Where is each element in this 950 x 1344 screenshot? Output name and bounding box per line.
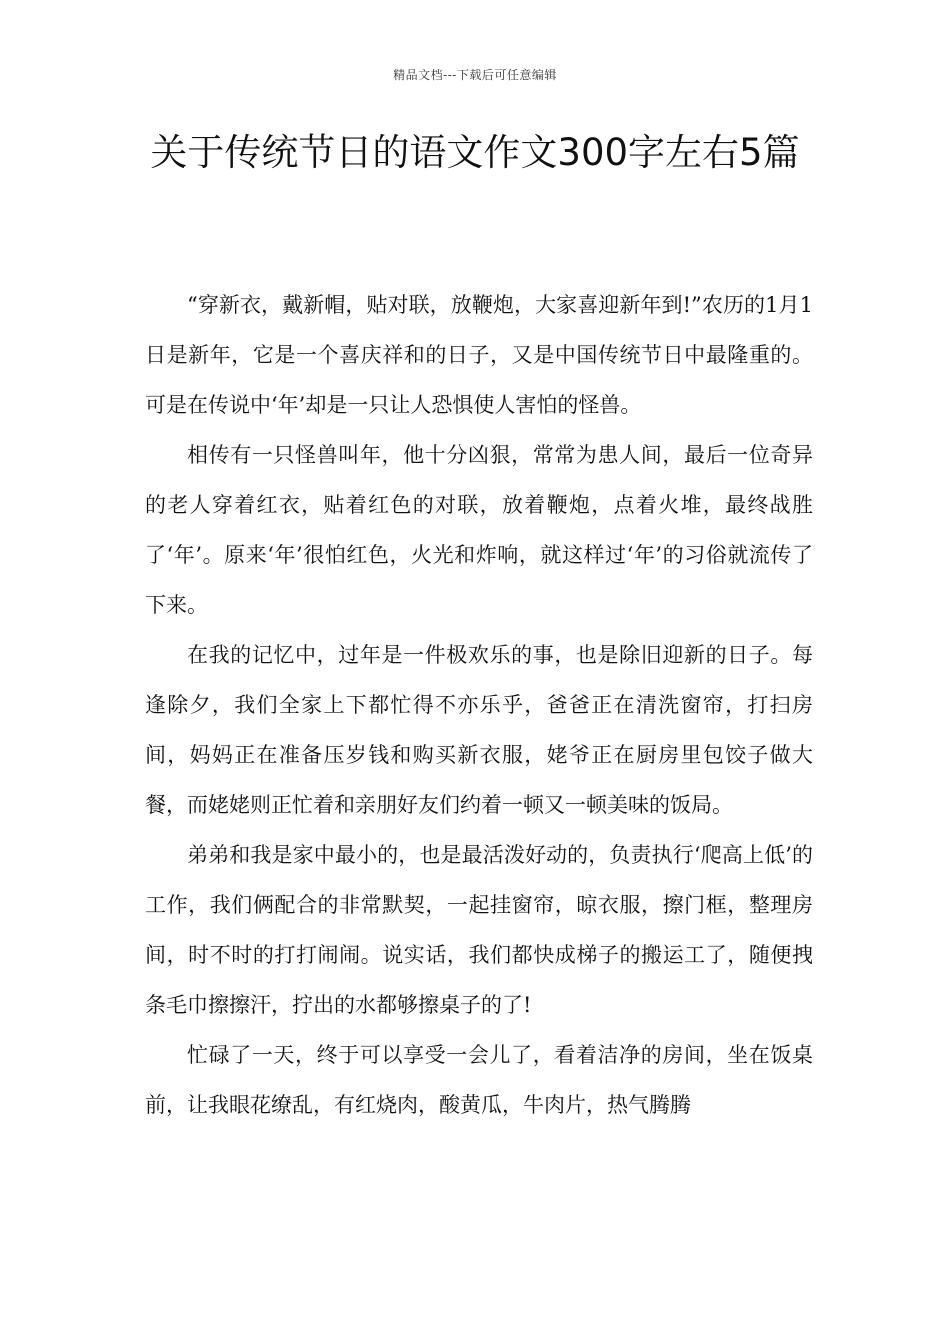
paragraph-5: 忙碌了一天，终于可以享受一会儿了，看着洁净的房间，坐在饭桌前，让我眼花缭乱，有红烧肉，酸黄瓜，牛肉片，热气腾腾	[145, 1043, 813, 1117]
paragraph-3: 在我的记忆中，过年是一件极欢乐的事，也是除旧迎新的日子。每逢除夕，我们全家上下都忙得不亦乐乎，爸爸正在清洗窗帘，打扫房间，妈妈正在准备压岁钱和购买新衣服，姥爷正在厨房里包饺子做大餐，而姥姥则正忙着和亲朋好友们约着一顿又一顿美味的饭局。	[145, 643, 813, 817]
article-body	[145, 280, 813, 1130]
paragraph-4: 弟弟和我是家中最小的，也是最活泼好动的，负责执行‘爬高上低’的工作，我们俩配合的非常默契，一起挂窗帘，晾衣服，擦门框，整理房间，时不时的打打闹闹。说实话，我们都快成梯子的搬运工了，随便拽条毛巾擦擦汗，拧出的水都够擦桌子的了!	[145, 843, 813, 1017]
page-title: 关于传统节日的语文作文300字左右5篇	[150, 131, 800, 174]
header-note: 精品文档---下载后可任意编辑	[393, 68, 557, 82]
paragraph-2: 相传有一只怪兽叫年，他十分凶狠，常常为患人间，最后一位奇异的老人穿着红衣，贴着红色的对联，放着鞭炮，点着火堆，最终战胜了‘年’。原来‘年’很怕红色，火光和炸响，就这样过‘年’的习俗就流传了下来。	[145, 443, 813, 617]
paragraph-1: “穿新衣，戴新帽，贴对联，放鞭炮，大家喜迎新年到!”农历的1月1日是新年，它是一个喜庆祥和的日子，又是中国传统节日中最隆重的。可是在传说中‘年’却是一只让人恐惧使人害怕的怪兽。	[145, 293, 813, 417]
